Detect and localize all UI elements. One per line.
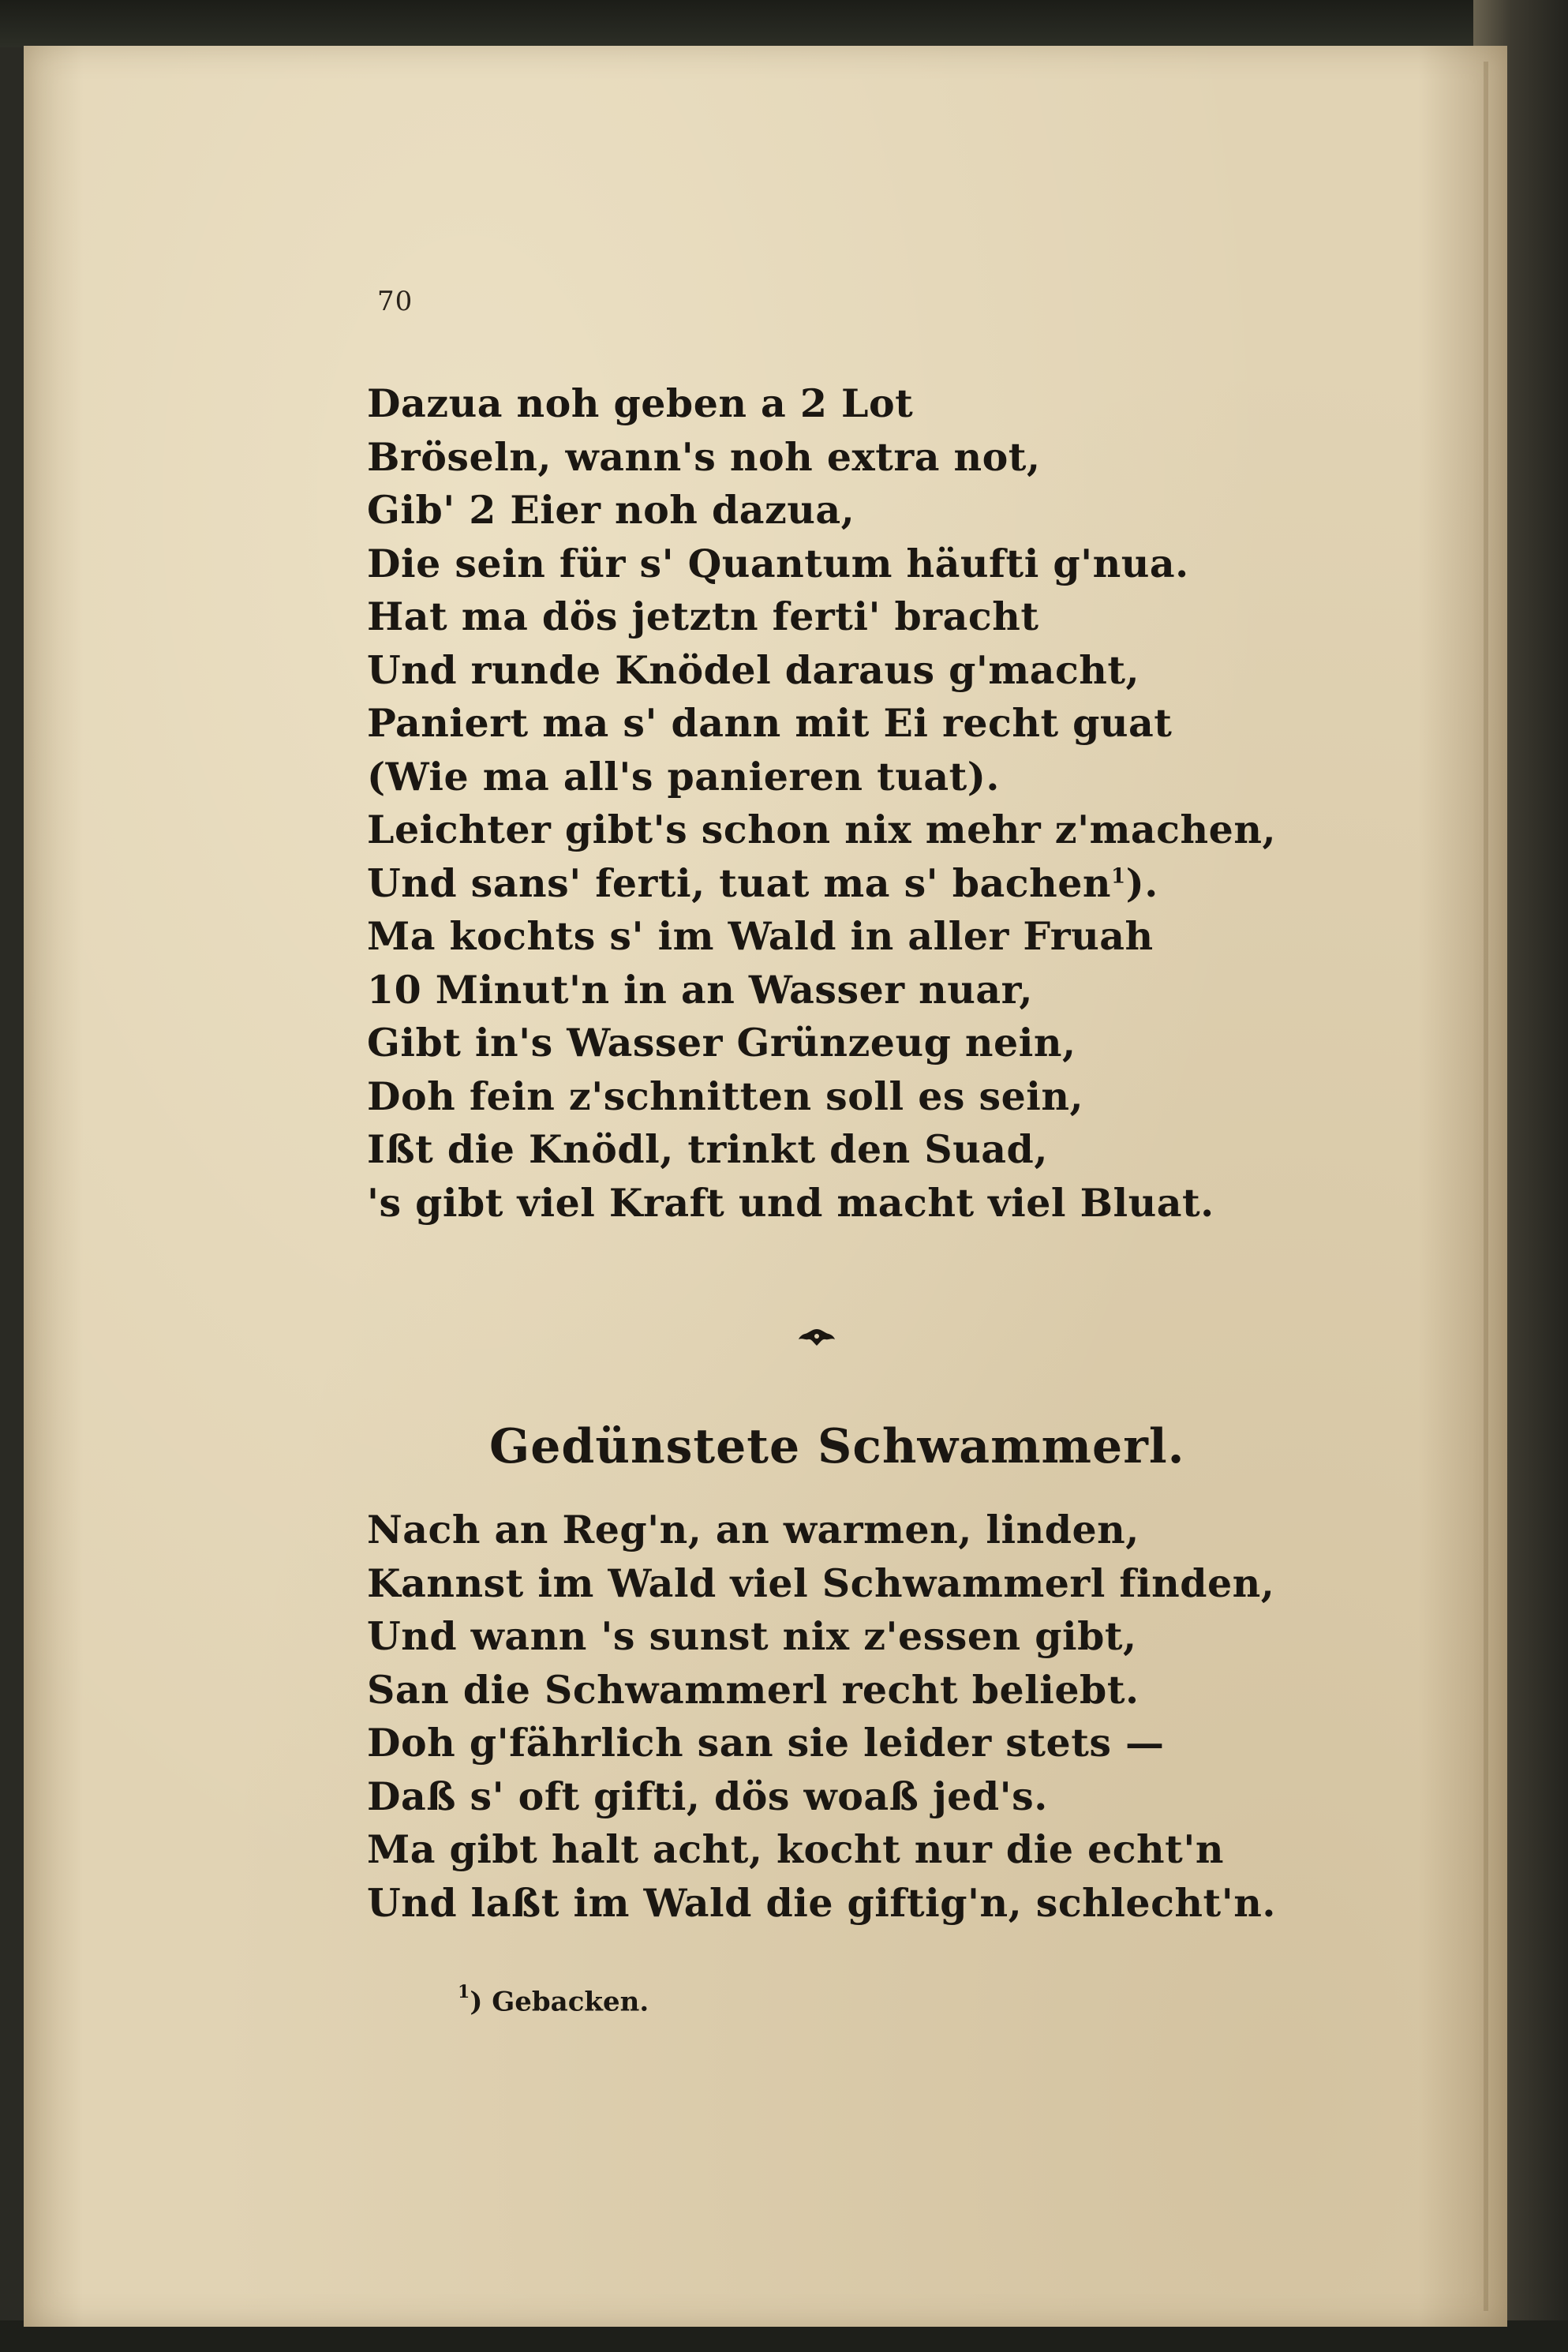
poem-line: Nach an Reg'n, an warmen, linden, [367, 1507, 1140, 1552]
poem-line: Dazua noh geben a 2 Lot [367, 380, 914, 426]
footnote-marker: 1 [458, 1982, 470, 2002]
footnote-text: ) Gebacken. [470, 1986, 649, 2018]
poem-line-with-footnote [367, 857, 1353, 911]
poem-stanza-two [367, 1504, 1353, 1930]
poem-line: Doh g'fährlich san sie leider stets — [367, 1720, 1165, 1766]
poem-line: Gib' 2 Eier noh dazua, [367, 487, 855, 533]
poem-line: 10 Minut'n in an Wasser nuar, [367, 966, 1033, 1013]
poem-line: Bröseln, wann's noh extra not, [367, 433, 1041, 480]
poem-line: Paniert ma s' dann mit Ei recht guat [367, 700, 1173, 746]
poem-line: Ißt die Knödl, trinkt den Suad, [367, 1126, 1048, 1172]
poem-line: Gibt in's Wasser Grünzeug nein, [367, 1020, 1076, 1066]
poem-line: Und runde Knödel daraus g'macht, [367, 646, 1140, 693]
poem-line: Und wann 's sunst nix z'essen gibt, [367, 1613, 1137, 1659]
poem-line: Die sein für s' Quantum häufti g'nua. [367, 540, 1189, 586]
page-number: 70 [377, 286, 414, 317]
section-title: Gedünstete Schwammerl. [489, 1419, 1185, 1474]
poem-line: (Wie ma all's panieren tuat). [367, 753, 1000, 800]
poem-line: Hat ma dös jetztn ferti' bracht [367, 594, 1039, 639]
poem-line: Doh fein z'schnitten soll es sein, [367, 1073, 1084, 1119]
scan-background-top [0, 0, 1568, 47]
page-fold-shadow [1484, 62, 1488, 2311]
footnote [458, 1982, 649, 2018]
poem-line-text: Und sans' ferti, tuat ma s' bachen [367, 860, 1111, 906]
poem-line: Und laßt im Wald die giftig'n, schlecht'n. [367, 1879, 1276, 1926]
poem-line: Ma gibt halt acht, kocht nur die echt'n [367, 1826, 1224, 1872]
poem-line: San die Schwammerl recht beliebt. [367, 1666, 1140, 1713]
poem-line: 's gibt viel Kraft und macht viel Bluat. [367, 1179, 1214, 1226]
fleuron-ornament-icon [797, 1326, 836, 1350]
poem-line: Leichter gibt's schon nix mehr z'machen, [367, 807, 1277, 852]
footnote-reference-close: ). [1125, 860, 1158, 906]
poem-line: Daß s' oft gifti, dös woaß jed's. [367, 1773, 1048, 1819]
poem-line: Kannst im Wald viel Schwammerl finden, [367, 1560, 1275, 1606]
poem-stanza-one [367, 377, 1353, 1230]
poem-line: Ma kochts s' im Wald in aller Fruah [367, 913, 1154, 959]
footnote-reference: 1 [1111, 864, 1126, 889]
